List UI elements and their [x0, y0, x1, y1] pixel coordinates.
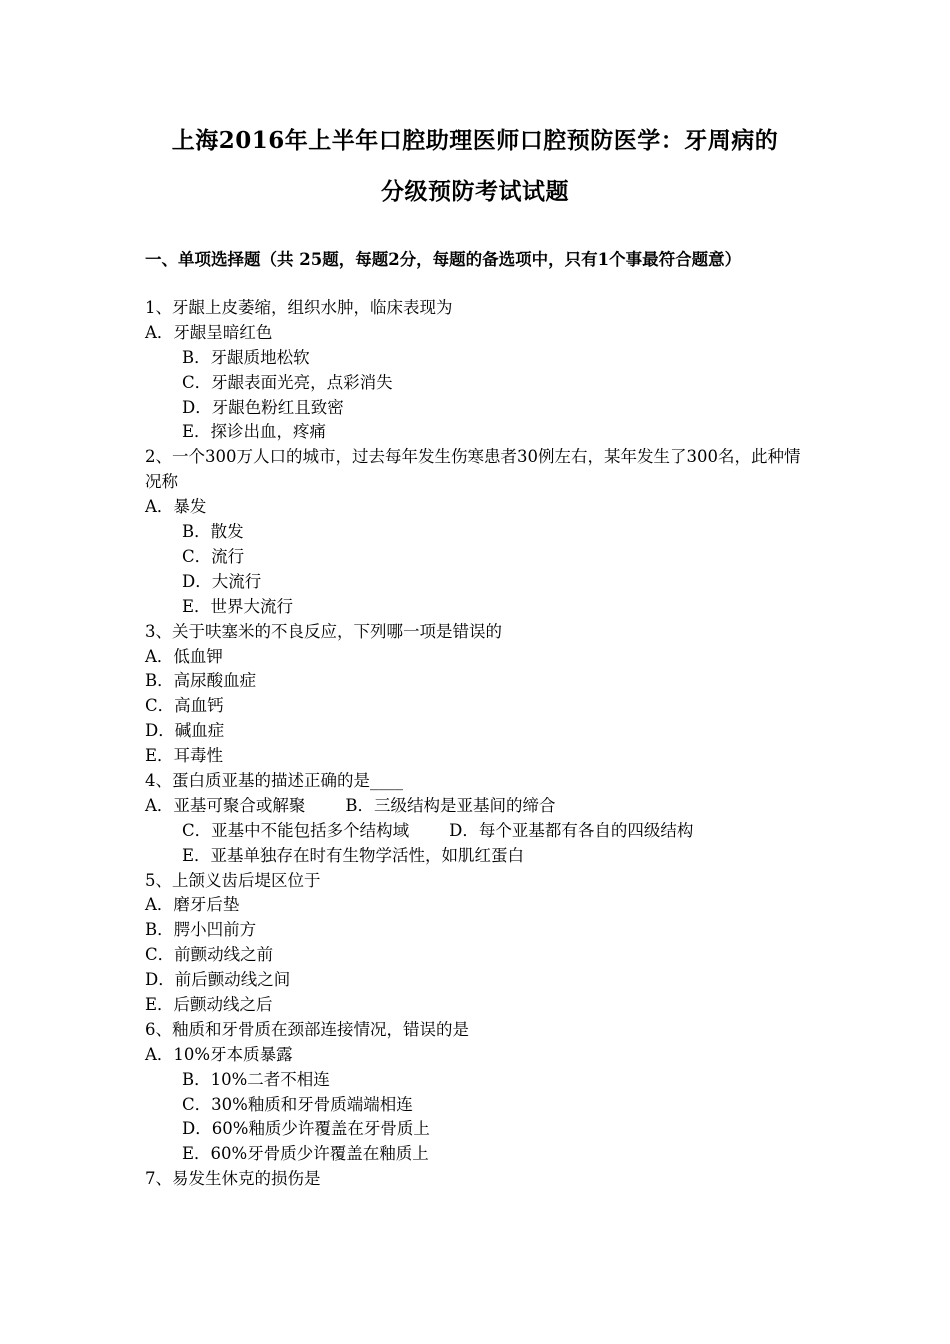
option-d: D．前后颤动线之间 — [145, 970, 291, 990]
option-e: E．耳毒性 — [145, 746, 224, 766]
option-b: B．三级结构是亚基间的缔合 — [345, 795, 556, 815]
question-list — [145, 296, 810, 1192]
option-d: D．大流行 — [182, 571, 262, 591]
option-a: A．10%牙本质暴露 — [145, 1044, 293, 1064]
option-a: A．低血钾 — [145, 646, 223, 666]
document-title-line-1: 上海2016年上半年口腔助理医师口腔预防医学：牙周病的 — [171, 127, 779, 154]
option-row-ab — [145, 794, 810, 819]
question-stem: 7、易发生休克的损伤是 — [145, 1169, 321, 1189]
option-a: A．亚基可聚合或解聚 — [145, 795, 306, 815]
option-b: B．散发 — [182, 522, 244, 542]
question-stem: 5、上颌义齿后堤区位于 — [145, 870, 321, 890]
question-1 — [145, 296, 810, 445]
option-b: B．牙龈质地松软 — [182, 347, 310, 367]
question-stem: 3、关于呋塞米的不良反应，下列哪一项是错误的 — [145, 621, 502, 641]
question-7 — [145, 1167, 810, 1192]
option-d: D．牙龈色粉红且致密 — [182, 397, 344, 417]
question-2 — [145, 445, 810, 619]
option-e: E．后颤动线之后 — [145, 994, 273, 1014]
option-d: D．60%釉质少许覆盖在牙骨质上 — [182, 1119, 430, 1139]
question-stem: 1、牙龈上皮萎缩，组织水肿，临床表现为 — [145, 298, 453, 317]
option-d: D．每个亚基都有各自的四级结构 — [449, 820, 694, 840]
option-c: C．亚基中不能包括多个结构域 — [182, 820, 410, 840]
question-3 — [145, 620, 810, 769]
option-e: E．世界大流行 — [182, 596, 294, 616]
option-e: E．探诊出血，疼痛 — [182, 422, 327, 442]
option-b: B．腭小凹前方 — [145, 920, 257, 940]
question-stem: 4、蛋白质亚基的描述正确的是____ — [145, 770, 403, 790]
option-b: B．10%二者不相连 — [182, 1069, 330, 1089]
question-5 — [145, 869, 810, 1018]
section-heading: 一、单项选择题（共 25题，每题2分，每题的备选项中，只有1个事最符合题意） — [145, 250, 742, 269]
question-6 — [145, 1018, 810, 1167]
document-title-line-2: 分级预防考试试题 — [381, 178, 569, 205]
option-c: C．30%釉质和牙骨质端端相连 — [182, 1094, 413, 1114]
option-a: A．磨牙后垫 — [145, 895, 240, 915]
option-c: C．牙龈表面光亮，点彩消失 — [182, 372, 393, 392]
option-c: C．高血钙 — [145, 696, 224, 716]
question-stem: 6、釉质和牙骨质在颈部连接情况，错误的是 — [145, 1019, 469, 1039]
option-a: A．暴发 — [145, 497, 207, 517]
option-row-cd — [145, 819, 810, 844]
option-d: D．碱血症 — [145, 721, 225, 741]
option-e: E．60%牙骨质少许覆盖在釉质上 — [182, 1144, 429, 1164]
question-4 — [145, 769, 810, 869]
option-c: C．流行 — [182, 546, 245, 566]
question-stem: 2、一个300万人口的城市，过去每年发生伤寒患者30例左右，某年发生了300名，此种情况称 — [145, 447, 801, 492]
option-e: E．亚基单独存在时有生物学活性，如肌红蛋白 — [182, 845, 525, 865]
option-c: C．前颤动线之前 — [145, 945, 274, 965]
option-a: A．牙龈呈暗红色 — [145, 322, 273, 342]
option-b: B．高尿酸血症 — [145, 671, 257, 691]
